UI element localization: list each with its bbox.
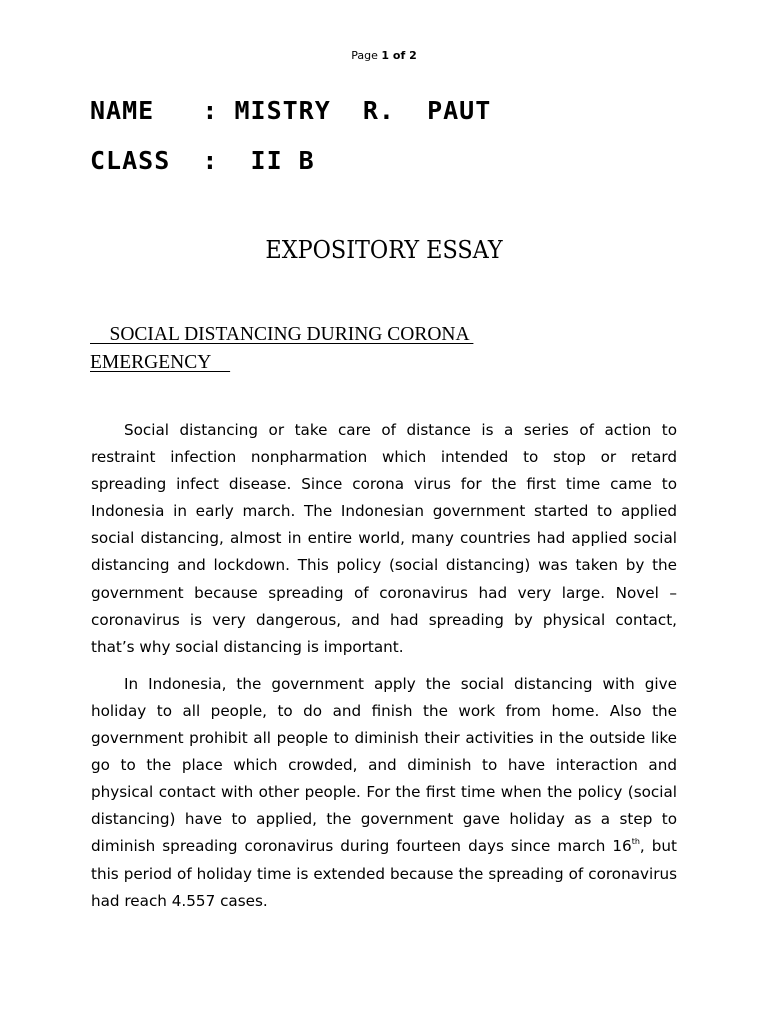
essay-type-heading: EXPOSITORY ESSAY [265, 236, 503, 264]
page-current: 1 [381, 49, 390, 62]
student-name-line: NAME : MISTRY R. PAUT [90, 96, 492, 125]
page-indicator [0, 49, 768, 62]
page-total: 2 [409, 49, 417, 62]
essay-title [90, 321, 560, 377]
student-class-line: CLASS : II B [90, 146, 315, 175]
page-separator: of [389, 49, 410, 62]
essay-title-line-1: SOCIAL DISTANCING DURING CORONA [90, 324, 474, 345]
date-ordinal-suffix: th [631, 837, 640, 847]
page-prefix: Page [351, 49, 382, 62]
paragraph-1: Social distancing or take care of distance is a series of action to restraint infection nonpharmation which intended to stop or retard spreading infect disease. Since corona virus for the first time came to Indonesia in early march. The Indonesian government started to applied social distancing, almost in entire world, many countries had applied social distancing and lockdown. This policy (social distancing) was taken by the government because spreading of coronavirus had very large. Novel – coronavirus is very dangerous, and had spreading by physical contact, that’s why social distancing is important. [91, 421, 677, 656]
paragraph-2-text-end: , but this period of holiday time is extended because the spreading of coronavirus had reach 4.557 cases. [91, 837, 677, 910]
essay-body [91, 417, 677, 925]
paragraph-2-text-start: In Indonesia, the government apply the social distancing with give holiday to all people, to do and finish the work from home. Also the government prohibit all people to diminish their activities in the outside like go to the place which crowded, and diminish to have interaction and physical contact with other people. For the first time when the policy (social distancing) have to applied, the government gave holiday as a step to diminish spreading coronavirus during fourteen days since march 16 [91, 674, 677, 856]
essay-title-line-2: EMERGENCY [90, 352, 231, 373]
paragraph-2 [91, 671, 677, 915]
